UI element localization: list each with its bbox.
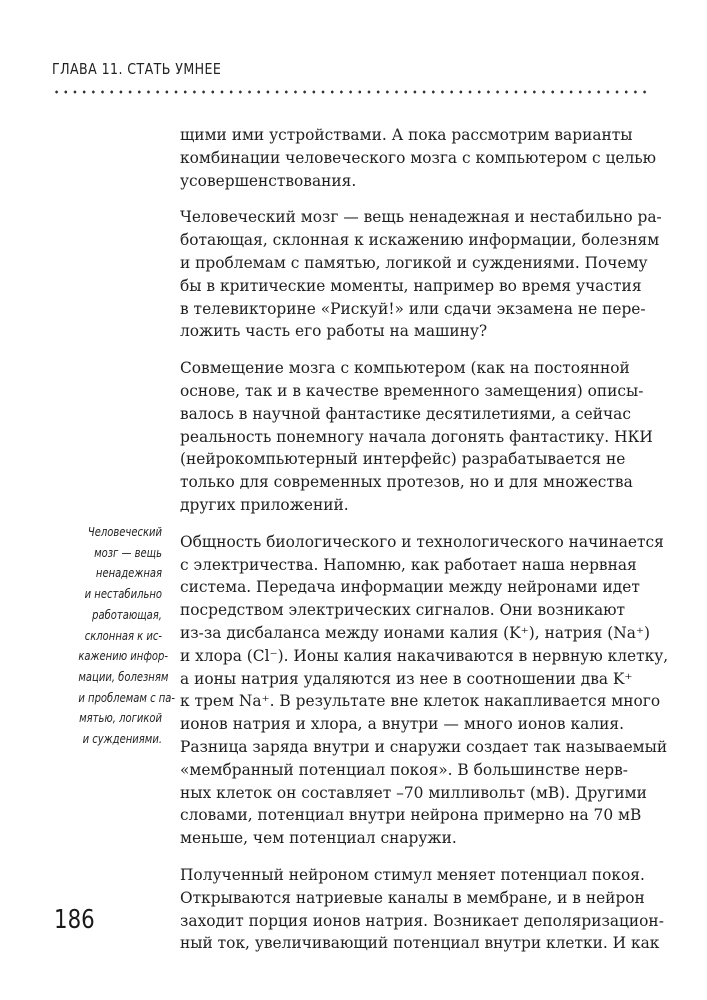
paragraph-gap (180, 850, 624, 864)
text-line: комбинации человеческого мозга с компьютером с целью (180, 148, 657, 167)
paragraph (180, 531, 669, 850)
paragraph (180, 206, 662, 343)
dotted-divider (52, 90, 650, 94)
text-line: (нейрокомпьютерный интерфейс) разрабатывается не (180, 450, 626, 469)
text-line: с электричества. Напомню, как работает наша нервная (180, 555, 637, 574)
text-line: Разница заряда внутри и снаружи создает так называемый (180, 737, 668, 756)
chapter-header: ГЛАВА 11. СТАТЬ УМНЕЕ (52, 60, 222, 78)
text-line: бы в критические моменты, например во время участия (180, 276, 642, 295)
paragraph-gap (180, 343, 624, 357)
text-line: в телевикторине «Рискуй!» или сдачи экзамена не пере- (180, 299, 646, 318)
text-line: словами, потенциал внутри нейрона примерно на 70 мВ (180, 806, 642, 825)
sidebar-quote-line: ненадежная (95, 566, 162, 581)
text-line: система. Передача информации между нейронами идет (180, 578, 640, 597)
sidebar-quote-line: работающая, (92, 607, 162, 622)
text-line: и хлора (Cl⁻). Ионы калия накачиваются в нервную клетку, (180, 646, 669, 665)
text-line: и проблемам с памятью, логикой и суждениями. Почему (180, 253, 648, 272)
paragraph (180, 864, 664, 955)
paragraph (180, 124, 657, 192)
sidebar-quote-line: и нестабильно (84, 587, 162, 602)
text-line: ботающая, склонная к искажению информации, болезням (180, 231, 660, 250)
text-line: только для современных протезов, но и для множества (180, 473, 633, 492)
text-line: к трем Na⁺. В результате вне клеток накапливается много (180, 692, 661, 711)
text-line: других приложений. (180, 495, 349, 514)
text-line: Полученный нейроном стимул меняет потенциал покоя. (180, 865, 645, 884)
text-line: «мембранный потенциал покоя». В большинстве нерв- (180, 760, 628, 779)
text-line: Общность биологического и технологического начинается (180, 532, 664, 551)
text-line: ных клеток он составляет –70 милливольт (мВ). Другими (180, 783, 647, 802)
text-line: меньше, чем потенциал снаружи. (180, 829, 457, 848)
text-line: посредством электрических сигналов. Они возникают (180, 601, 626, 620)
paragraph-gap (180, 192, 624, 206)
sidebar-pull-quote (60, 522, 176, 750)
sidebar-quote-line: и суждениями. (82, 732, 162, 747)
text-line: из-за дисбаланса между ионами калия (K⁺), натрия (Na⁺) (180, 623, 651, 642)
paragraph (180, 357, 653, 517)
text-line: Совмещение мозга с компьютером (как на постоянной (180, 359, 630, 378)
sidebar-quote-line: и проблемам с па- (78, 690, 176, 705)
text-line: валось в научной фантастике десятилетиями, а сейчас (180, 404, 631, 423)
paragraph-gap (180, 517, 624, 531)
sidebar-quote-line: кажению инфор- (78, 649, 168, 664)
sidebar-quote-line: мятью, логикой (79, 711, 162, 726)
text-line: ионов натрия и хлора, а внутри — много ионов калия. (180, 715, 624, 734)
sidebar-quote-line: мации, болезням (78, 669, 169, 684)
page-number: 186 (54, 905, 95, 935)
text-line: реальность понемногу начала догонять фантастику. НКИ (180, 427, 653, 446)
main-text-column (180, 124, 669, 955)
text-line: Человеческий мозг — вещь ненадежная и нестабильно ра- (180, 208, 662, 227)
sidebar-quote-line: склонная к ис- (84, 628, 162, 643)
text-line: заходит порция ионов натрия. Возникает деполяризацион- (180, 911, 664, 930)
text-line: Открываются натриевые каналы в мембране, и в нейрон (180, 888, 645, 907)
text-line: усовершенствования. (180, 171, 357, 190)
text-line: а ионы натрия удаляются из нее в соотношении два K⁺ (180, 669, 633, 688)
text-line: ложить часть его работы на машину? (180, 322, 488, 341)
sidebar-quote-line: мозг — вещь (94, 545, 162, 560)
text-line: щими ими устройствами. А пока рассмотрим варианты (180, 126, 633, 144)
text-line: основе, так и в качестве временного замещения) описы- (180, 381, 644, 400)
sidebar-quote-line: Человеческий (87, 525, 162, 539)
text-line: ный ток, увеличивающий потенциал внутри клетки. И как (180, 934, 660, 953)
